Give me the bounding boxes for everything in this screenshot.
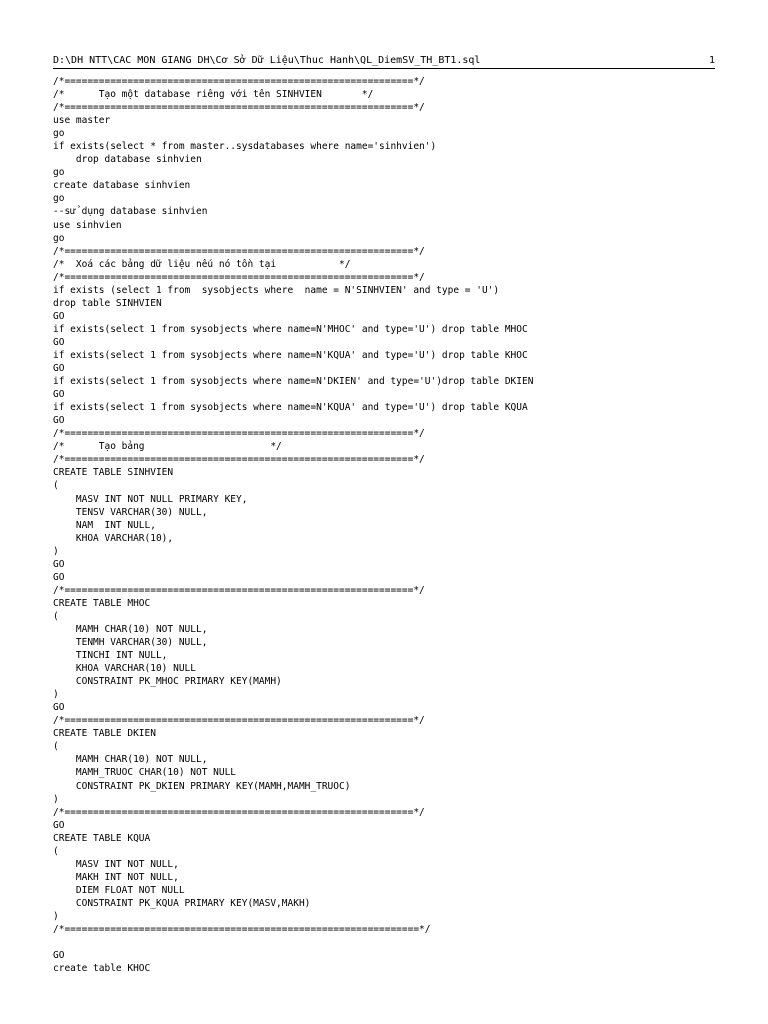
code-line: CREATE TABLE SINHVIEN (53, 467, 174, 479)
code-line: GO (53, 389, 65, 401)
code-line: KHOA VARCHAR(10) NULL (53, 663, 196, 675)
code-line: MAMH CHAR(10) NOT NULL, (53, 754, 208, 766)
code-line: GO (53, 310, 65, 322)
code-line: CREATE TABLE DKIEN (53, 728, 156, 740)
code-line: CONSTRAINT PK_DKIEN PRIMARY KEY(MAMH,MAMH_TRUOC) (53, 780, 351, 792)
code-line: if exists (select 1 from sysobjects where name = N'SINHVIEN' and type = 'U') (53, 284, 500, 296)
code-line: use sinhvien (53, 219, 122, 231)
code-line: /* Xoá các bảng dữ liệu nếu nó tồn tại */ (53, 258, 351, 270)
code-line: MASV INT NOT NULL PRIMARY KEY, (53, 493, 248, 505)
code-line: /*=============================================================*/ (53, 715, 425, 727)
code-line: GO (53, 336, 65, 348)
code-line: ( (53, 480, 59, 492)
code-line: GO (53, 819, 65, 831)
code-line: /*=============================================================*/ (53, 806, 425, 818)
code-line: create database sinhvien (53, 180, 191, 192)
code-line: if exists(select 1 from sysobjects where name=N'KQUA' and type='U') drop table KHOC (53, 349, 528, 361)
code-line: CONSTRAINT PK_MHOC PRIMARY KEY(MAMH) (53, 676, 282, 688)
code-line: GO (53, 363, 65, 375)
code-line: /* Tạo bảng */ (53, 441, 282, 453)
code-line: NAM INT NULL, (53, 519, 156, 531)
code-line: TENMH VARCHAR(30) NULL, (53, 637, 208, 649)
code-line: CREATE TABLE MHOC (53, 597, 151, 609)
code-line: /*=============================================================*/ (53, 454, 425, 466)
code-line: --sử dụng database sinhvien (53, 206, 208, 218)
code-line: /*=============================================================*/ (53, 428, 425, 440)
code-line: GO (53, 571, 65, 583)
code-line: DIEM FLOAT NOT NULL (53, 884, 185, 896)
code-line: use master (53, 115, 111, 127)
code-line: GO (53, 558, 65, 570)
code-line: MASV INT NOT NULL, (53, 858, 179, 870)
code-line: GO (53, 415, 65, 427)
code-line: go (53, 232, 65, 244)
code-line: /*=============================================================*/ (53, 584, 425, 596)
code-line: ( (53, 610, 59, 622)
code-line: if exists(select * from master..sysdatabases where name='sinhvien') (53, 141, 437, 153)
code-line: CREATE TABLE KQUA (53, 832, 151, 844)
file-path: D:\DH NTT\CAC MON GIANG DH\Cơ Sở Dữ Liệu\Thuc Hanh\QL_DiemSV_TH_BT1.sql (53, 55, 481, 66)
code-line: ( (53, 741, 59, 753)
code-line: CONSTRAINT PK_KQUA PRIMARY KEY(MASV,MAKH) (53, 897, 311, 909)
code-line: ( (53, 845, 59, 857)
code-line: MAKH INT NOT NULL, (53, 871, 179, 883)
code-line: if exists(select 1 from sysobjects where name=N'MHOC' and type='U') drop table MHOC (53, 323, 528, 335)
page-header (53, 54, 715, 69)
code-line: GO (53, 950, 65, 962)
sql-code-listing (53, 75, 733, 975)
code-line: /*=============================================================*/ (53, 76, 425, 87)
code-line: KHOA VARCHAR(10), (53, 532, 174, 544)
code-line: ) (53, 911, 59, 922)
code-line: ) (53, 545, 59, 557)
code-line: /* Tạo một database riêng với tên SINHVIEN */ (53, 89, 374, 101)
page-number: 1 (708, 55, 715, 66)
code-line: /*==============================================================*/ (53, 924, 431, 936)
code-line: MAMH_TRUOC CHAR(10) NOT NULL (53, 767, 237, 779)
code-line: MAMH CHAR(10) NOT NULL, (53, 623, 208, 635)
code-line: TINCHI INT NULL, (53, 650, 168, 662)
code-line: drop database sinhvien (53, 154, 202, 166)
code-line: go (53, 128, 65, 140)
code-line: TENSV VARCHAR(30) NULL, (53, 506, 208, 518)
code-line: drop table SINHVIEN (53, 297, 162, 309)
code-line: go (53, 167, 65, 179)
code-line: /*=============================================================*/ (53, 245, 425, 257)
code-line: if exists(select 1 from sysobjects where name=N'DKIEN' and type='U')drop table DKIEN (53, 376, 534, 388)
code-line: if exists(select 1 from sysobjects where name=N'KQUA' and type='U') drop table KQUA (53, 402, 528, 414)
code-line: GO (53, 702, 65, 714)
code-line: /*=============================================================*/ (53, 102, 425, 114)
code-line (53, 936, 733, 949)
code-line: ) (53, 793, 59, 805)
code-line: ) (53, 689, 59, 701)
code-line: create table KHOC (53, 963, 151, 975)
code-line: go (53, 193, 65, 205)
code-line: /*=============================================================*/ (53, 271, 425, 283)
